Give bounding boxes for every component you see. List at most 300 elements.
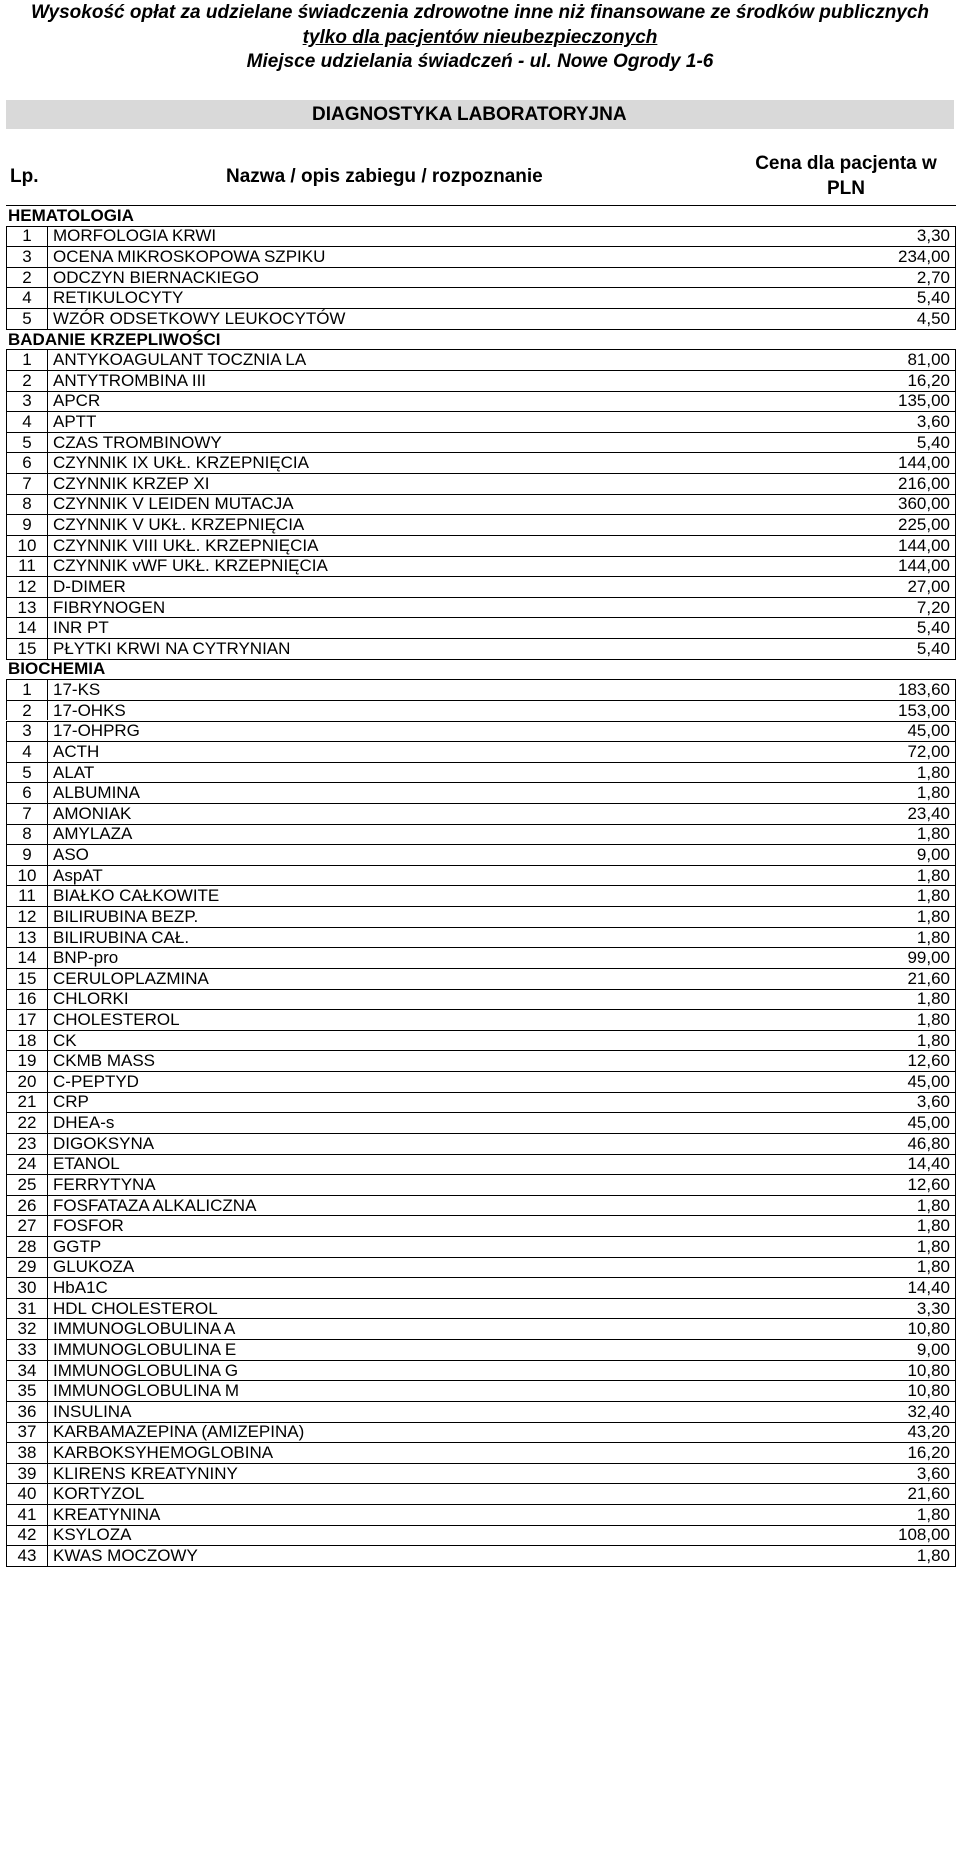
row-border-right	[955, 1216, 956, 1236]
row-number: 1	[6, 227, 48, 247]
procedure-price: 12,60	[907, 1051, 950, 1071]
procedure-price: 1,80	[916, 824, 950, 844]
table-row	[6, 1195, 956, 1216]
table-row	[6, 226, 956, 247]
row-number: 37	[6, 1423, 48, 1443]
row-border-right	[955, 886, 956, 906]
row-border-right	[955, 1340, 956, 1360]
procedure-price: 216,00	[898, 473, 950, 493]
row-number: 2	[6, 268, 48, 288]
row-border-right	[955, 1319, 956, 1339]
table-bottom-border	[6, 1566, 956, 1567]
row-border-right	[955, 227, 956, 247]
row-border-right	[955, 825, 956, 845]
procedure-name: FIBRYNOGEN	[53, 597, 166, 617]
row-border-right	[955, 804, 956, 824]
procedure-price: 3,60	[916, 1463, 950, 1483]
procedure-name: 17-OHKS	[53, 700, 126, 720]
procedure-price: 3,30	[916, 1298, 950, 1318]
table-row	[6, 556, 956, 577]
row-number: 14	[6, 618, 48, 638]
procedure-price: 2,70	[916, 267, 950, 287]
procedure-price: 1,80	[916, 1009, 950, 1029]
procedure-name: CZYNNIK V LEIDEN MUTACJA	[53, 494, 294, 514]
row-border-right	[955, 515, 956, 535]
procedure-price: 45,00	[907, 1113, 950, 1133]
table-row	[6, 741, 956, 762]
row-border-right	[955, 928, 956, 948]
row-number: 41	[6, 1505, 48, 1525]
row-border-right	[955, 1175, 956, 1195]
procedure-name: ODCZYN BIERNACKIEGO	[53, 267, 259, 287]
procedure-name: CK	[53, 1030, 77, 1050]
row-border-right	[955, 680, 956, 700]
row-border-right	[955, 268, 956, 288]
row-border-right	[955, 1299, 956, 1319]
procedure-price: 72,00	[907, 741, 950, 761]
table-row	[6, 473, 956, 494]
row-border-right	[955, 1505, 956, 1525]
row-border-right	[955, 1196, 956, 1216]
row-number: 11	[6, 557, 48, 577]
table-row	[6, 1257, 956, 1278]
row-number: 1	[6, 680, 48, 700]
row-number: 42	[6, 1526, 48, 1546]
department-title: DIAGNOSTYKA LABORATORYJNA	[312, 104, 627, 125]
procedure-price: 1,80	[916, 1546, 950, 1566]
procedure-price: 43,20	[907, 1422, 950, 1442]
procedure-name: APCR	[53, 391, 101, 411]
procedure-price: 3,30	[916, 226, 950, 246]
procedure-price: 46,80	[907, 1133, 950, 1153]
procedure-name: KSYLOZA	[53, 1525, 132, 1545]
procedure-name: CZAS TROMBINOWY	[53, 432, 222, 452]
procedure-price: 14,40	[907, 1278, 950, 1298]
row-border-right	[955, 536, 956, 556]
section-header	[6, 329, 956, 350]
row-number: 5	[6, 433, 48, 453]
row-border-right	[955, 557, 956, 577]
procedure-name: RETIKULOCYTY	[53, 288, 184, 308]
row-number: 12	[6, 577, 48, 597]
table-row	[6, 1050, 956, 1071]
row-number: 10	[6, 536, 48, 556]
procedure-name: CHOLESTEROL	[53, 1009, 180, 1029]
procedure-price: 225,00	[898, 515, 950, 535]
table-row	[6, 246, 956, 267]
procedure-name: HDL CHOLESTEROL	[53, 1298, 218, 1318]
row-border-right	[955, 453, 956, 473]
procedure-name: AMONIAK	[53, 803, 132, 823]
row-border-right	[955, 742, 956, 762]
procedure-price: 1,80	[916, 927, 950, 947]
table-row	[6, 824, 956, 845]
procedure-name: CZYNNIK V UKŁ. KRZEPNIĘCIA	[53, 515, 305, 535]
procedure-price: 135,00	[898, 391, 950, 411]
row-number: 36	[6, 1402, 48, 1422]
procedure-name: IMMUNOGLOBULINA E	[53, 1339, 237, 1359]
row-border-right	[955, 1443, 956, 1463]
procedure-name: KORTYZOL	[53, 1484, 145, 1504]
procedure-price: 21,60	[907, 1484, 950, 1504]
row-number: 40	[6, 1484, 48, 1504]
table-row	[6, 432, 956, 453]
row-border-right	[955, 495, 956, 515]
procedure-name: CRP	[53, 1092, 89, 1112]
procedure-price: 144,00	[898, 556, 950, 576]
procedure-price: 10,80	[907, 1360, 950, 1380]
row-number: 13	[6, 928, 48, 948]
row-number: 14	[6, 948, 48, 968]
procedure-name: HbA1C	[53, 1278, 108, 1298]
procedure-name: KLIRENS KREATYNINY	[53, 1463, 238, 1483]
procedure-price: 183,60	[898, 680, 950, 700]
row-border-right	[955, 1402, 956, 1422]
procedure-name: IMMUNOGLOBULINA G	[53, 1360, 239, 1380]
table-row	[6, 700, 956, 721]
row-border-right	[955, 433, 956, 453]
row-border-right	[955, 1051, 956, 1071]
row-border-right	[955, 948, 956, 968]
row-border-right	[955, 1010, 956, 1030]
procedure-price: 5,40	[916, 638, 950, 658]
row-border-right	[955, 783, 956, 803]
table-row	[6, 1236, 956, 1257]
row-number: 32	[6, 1319, 48, 1339]
table-row	[6, 391, 956, 412]
table-row	[6, 638, 956, 659]
row-border-right	[955, 1237, 956, 1257]
procedure-name: MORFOLOGIA KRWI	[53, 226, 217, 246]
procedure-name: KREATYNINA	[53, 1504, 161, 1524]
table-row	[6, 287, 956, 308]
table-row	[6, 1009, 956, 1030]
procedure-name: APTT	[53, 412, 97, 431]
row-border-right	[955, 1361, 956, 1381]
table-row	[6, 452, 956, 473]
row-number: 13	[6, 598, 48, 618]
document-subtitle: tylko dla pacjentów nieubezpieczonych	[302, 27, 658, 48]
row-border-right	[955, 1113, 956, 1133]
section-title: BADANIE KRZEPLIWOŚCI	[8, 329, 221, 349]
procedure-price: 234,00	[898, 247, 950, 267]
procedure-price: 10,80	[907, 1319, 950, 1339]
procedure-price: 99,00	[907, 948, 950, 968]
table-row	[6, 721, 956, 742]
row-border-right	[955, 1278, 956, 1298]
table-row	[6, 1174, 956, 1195]
table-row	[6, 1298, 956, 1319]
procedure-name: CHLORKI	[53, 989, 129, 1009]
row-number: 4	[6, 412, 48, 432]
table-row	[6, 1360, 956, 1381]
row-number: 3	[6, 392, 48, 412]
row-number: 33	[6, 1340, 48, 1360]
row-number: 28	[6, 1237, 48, 1257]
procedure-price: 1,80	[916, 906, 950, 926]
row-number: 34	[6, 1361, 48, 1381]
procedure-name: INSULINA	[53, 1401, 132, 1421]
table-row	[6, 1442, 956, 1463]
procedure-price: 3,60	[916, 1092, 950, 1112]
procedure-price: 9,00	[916, 845, 950, 865]
row-number: 39	[6, 1464, 48, 1484]
procedure-name: BILIRUBINA BEZP.	[53, 906, 199, 926]
table-row	[6, 349, 956, 370]
table-row	[6, 1525, 956, 1546]
row-number: 7	[6, 804, 48, 824]
procedure-name: CZYNNIK IX UKŁ. KRZEPNIĘCIA	[53, 453, 309, 473]
row-number: 12	[6, 907, 48, 927]
row-border-right	[955, 1031, 956, 1051]
row-border-right	[955, 1526, 956, 1546]
row-number: 2	[6, 701, 48, 721]
row-border-right	[955, 392, 956, 412]
row-border-right	[955, 722, 956, 742]
table-row	[6, 1463, 956, 1484]
table-row	[6, 1215, 956, 1236]
procedure-name: CKMB MASS	[53, 1051, 156, 1071]
table-row	[6, 1339, 956, 1360]
procedure-price: 9,00	[916, 1339, 950, 1359]
row-number: 19	[6, 1051, 48, 1071]
table-header	[6, 148, 956, 204]
row-border-right	[955, 309, 956, 329]
procedure-price: 144,00	[898, 535, 950, 555]
location-line: Miejsce udzielania świadczeń - ul. Nowe Ogrody 1-6	[246, 51, 714, 72]
procedure-name: CZYNNIK KRZEP XI	[53, 473, 210, 493]
row-border-right	[955, 1155, 956, 1175]
row-number: 31	[6, 1299, 48, 1319]
table-row	[6, 576, 956, 597]
row-number: 24	[6, 1155, 48, 1175]
table-row	[6, 1380, 956, 1401]
row-number: 4	[6, 742, 48, 762]
procedure-name: FOSFATAZA ALKALICZNA	[53, 1195, 257, 1215]
row-border-right	[955, 1381, 956, 1401]
procedure-name: ANTYKOAGULANT TOCZNIA LA	[53, 350, 307, 370]
procedure-name: KWAS MOCZOWY	[53, 1546, 198, 1566]
table-row	[6, 1318, 956, 1339]
row-number: 20	[6, 1072, 48, 1092]
row-border-right	[955, 1258, 956, 1278]
row-border-right	[955, 969, 956, 989]
row-border-right	[955, 990, 956, 1010]
document-title: Wysokość opłat za udzielane świadczenia zdrowotne inne niż finansowane ze środków publicznych	[30, 2, 930, 23]
procedure-price: 21,60	[907, 968, 950, 988]
table-row	[6, 535, 956, 556]
procedure-name: GGTP	[53, 1236, 102, 1256]
procedure-price: 1,80	[916, 886, 950, 906]
procedure-name: IMMUNOGLOBULINA M	[53, 1381, 240, 1401]
row-number: 6	[6, 453, 48, 473]
table-row	[6, 1092, 956, 1113]
procedure-name: FERRYTYNA	[53, 1174, 156, 1194]
table-row	[6, 947, 956, 968]
procedure-price: 153,00	[898, 700, 950, 720]
table-row	[6, 1030, 956, 1051]
procedure-name: AMYLAZA	[53, 824, 133, 844]
procedure-name: AspAT	[53, 865, 103, 885]
table-row	[6, 679, 956, 700]
table-row	[6, 927, 956, 948]
row-number: 1	[6, 350, 48, 370]
table-row	[6, 308, 956, 329]
procedure-name: PŁYTKI KRWI NA CYTRYNIAN	[53, 638, 291, 658]
procedure-price: 45,00	[907, 1071, 950, 1091]
row-border-right	[955, 618, 956, 638]
row-border-right	[955, 1546, 956, 1566]
procedure-price: 45,00	[907, 721, 950, 741]
row-border-right	[955, 866, 956, 886]
row-number: 35	[6, 1381, 48, 1401]
section-title: HEMATOLOGIA	[8, 205, 134, 225]
section-title: BIOCHEMIA	[8, 659, 106, 679]
procedure-price: 1,80	[916, 1195, 950, 1215]
row-number: 43	[6, 1546, 48, 1566]
procedure-price: 32,40	[907, 1401, 950, 1421]
row-border-right	[955, 639, 956, 659]
procedure-price: 7,20	[916, 597, 950, 617]
row-number: 7	[6, 474, 48, 494]
row-number: 16	[6, 990, 48, 1010]
row-number: 2	[6, 371, 48, 391]
table-row	[6, 906, 956, 927]
row-number: 22	[6, 1113, 48, 1133]
row-border-right	[955, 412, 956, 432]
row-border-right	[955, 1134, 956, 1154]
row-number: 17	[6, 1010, 48, 1030]
row-border-right	[955, 1423, 956, 1443]
table-row	[6, 1277, 956, 1298]
procedure-price: 1,80	[916, 1030, 950, 1050]
table-row	[6, 1545, 956, 1566]
row-number: 21	[6, 1093, 48, 1113]
row-number: 5	[6, 309, 48, 329]
table-row	[6, 1154, 956, 1175]
procedure-name: GLUKOZA	[53, 1257, 135, 1277]
row-border-right	[955, 1484, 956, 1504]
procedure-price: 5,40	[916, 618, 950, 638]
procedure-name: OCENA MIKROSKOPOWA SZPIKU	[53, 247, 326, 267]
procedure-price: 23,40	[907, 803, 950, 823]
row-number: 6	[6, 783, 48, 803]
procedure-price: 16,20	[907, 1443, 950, 1462]
procedure-name: DHEA-s	[53, 1113, 115, 1133]
row-number: 5	[6, 763, 48, 783]
row-border-right	[955, 288, 956, 308]
procedure-name: 17-OHPRG	[53, 721, 140, 741]
section-header	[6, 659, 956, 680]
procedure-price: 14,40	[907, 1154, 950, 1174]
procedure-name: CERULOPLAZMINA	[53, 968, 209, 988]
row-number: 25	[6, 1175, 48, 1195]
procedure-price: 144,00	[898, 453, 950, 473]
procedure-price: 108,00	[898, 1525, 950, 1545]
row-number: 23	[6, 1134, 48, 1154]
procedure-name: CZYNNIK vWF UKŁ. KRZEPNIĘCIA	[53, 556, 328, 576]
row-number: 8	[6, 495, 48, 515]
row-border-right	[955, 701, 956, 721]
procedure-name: BIAŁKO CAŁKOWITE	[53, 886, 220, 906]
procedure-price: 5,40	[916, 432, 950, 452]
table-row	[6, 865, 956, 886]
row-number: 4	[6, 288, 48, 308]
procedure-name: ALAT	[53, 762, 95, 782]
row-number: 9	[6, 845, 48, 865]
row-number: 3	[6, 247, 48, 267]
row-border-right	[955, 577, 956, 597]
procedure-name: ANTYTROMBINA III	[53, 370, 207, 390]
table-row	[6, 1504, 956, 1525]
table-row	[6, 1422, 956, 1443]
table-row	[6, 762, 956, 783]
row-border-right	[955, 845, 956, 865]
table-row	[6, 1133, 956, 1154]
table-row	[6, 597, 956, 618]
table-row	[6, 1112, 956, 1133]
row-border-right	[955, 474, 956, 494]
row-number: 26	[6, 1196, 48, 1216]
row-number: 27	[6, 1216, 48, 1236]
row-border-right	[955, 1093, 956, 1113]
procedure-price: 1,80	[916, 762, 950, 782]
procedure-price: 1,80	[916, 1236, 950, 1256]
table-row	[6, 989, 956, 1010]
table-row	[6, 267, 956, 288]
row-number: 29	[6, 1258, 48, 1278]
procedure-name: INR PT	[53, 618, 109, 638]
procedure-name: 17-KS	[53, 680, 101, 700]
column-header-name: Nazwa / opis zabiegu / rozpoznanie	[226, 166, 543, 187]
section-header	[6, 205, 956, 226]
procedure-price: 81,00	[907, 350, 950, 370]
procedure-price: 27,00	[907, 576, 950, 596]
table-row	[6, 1071, 956, 1092]
row-border-right	[955, 763, 956, 783]
procedure-name: CZYNNIK VIII UKŁ. KRZEPNIĘCIA	[53, 535, 319, 555]
table-row	[6, 1483, 956, 1504]
row-border-right	[955, 907, 956, 927]
procedure-price: 1,80	[916, 1504, 950, 1524]
procedure-price: 5,40	[916, 288, 950, 308]
table-row	[6, 370, 956, 391]
row-border-right	[955, 247, 956, 267]
procedure-name: ETANOL	[53, 1154, 120, 1174]
procedure-name: C-PEPTYD	[53, 1071, 139, 1091]
procedure-name: KARBAMAZEPINA (AMIZEPINA)	[53, 1422, 305, 1442]
row-number: 18	[6, 1031, 48, 1051]
procedure-name: KARBOKSYHEMOGLOBINA	[53, 1443, 274, 1462]
row-number: 11	[6, 886, 48, 906]
row-number: 9	[6, 515, 48, 535]
procedure-name: ALBUMINA	[53, 783, 140, 803]
procedure-price: 16,20	[907, 370, 950, 390]
procedure-price: 4,50	[916, 308, 950, 328]
table-row	[6, 494, 956, 515]
row-number: 3	[6, 722, 48, 742]
row-border-right	[955, 350, 956, 370]
table-row	[6, 968, 956, 989]
procedure-name: ACTH	[53, 741, 100, 761]
table-row	[6, 844, 956, 865]
procedure-price: 3,60	[916, 412, 950, 431]
row-number: 8	[6, 825, 48, 845]
procedure-name: ASO	[53, 845, 89, 865]
procedure-name: FOSFOR	[53, 1216, 124, 1236]
row-border-right	[955, 598, 956, 618]
procedure-name: BILIRUBINA CAŁ.	[53, 927, 190, 947]
